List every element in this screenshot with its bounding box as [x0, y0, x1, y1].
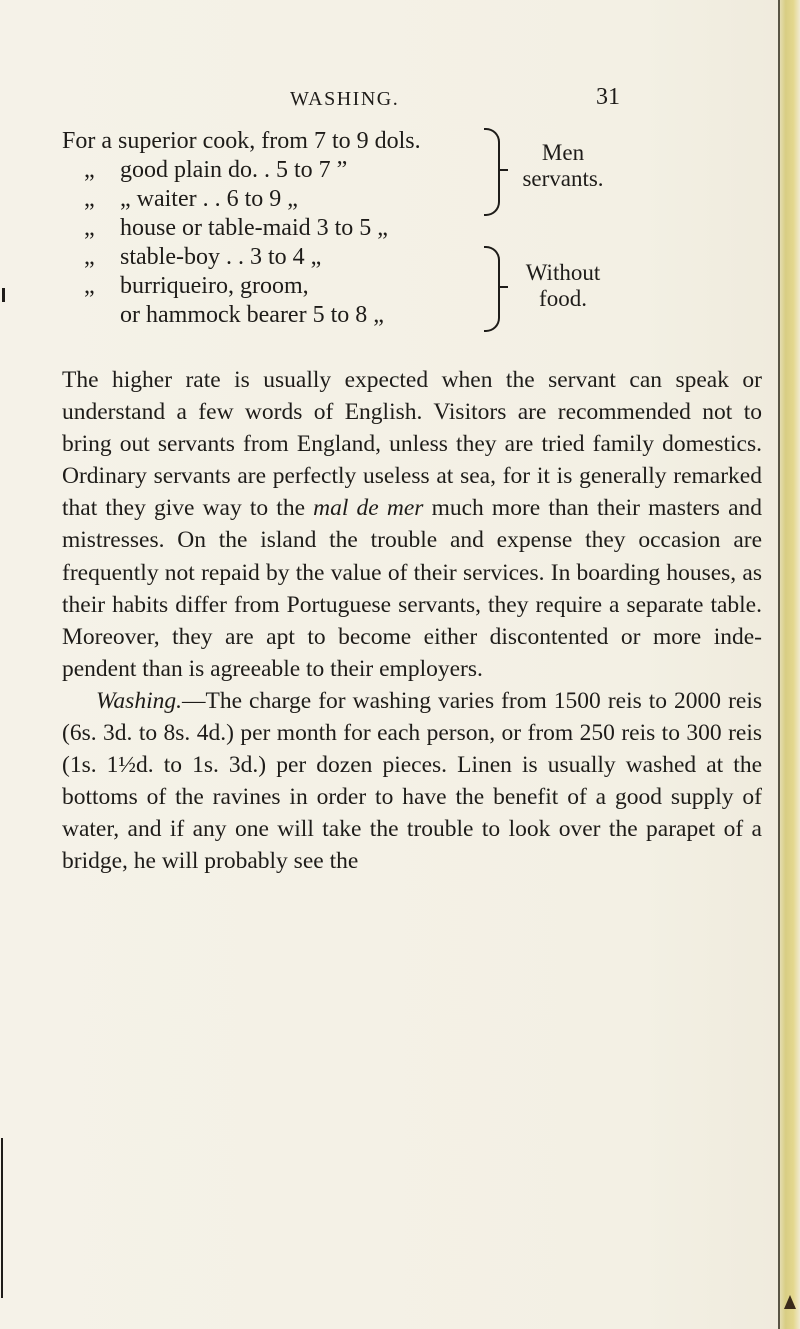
wage-row-text: or hammock bearer 5 to 8 „ [120, 302, 384, 328]
wage-row-text: burriqueiro, groom, [120, 273, 309, 299]
group-without-food-line1: Without [525, 260, 601, 285]
ditto-mark: „ [84, 244, 95, 270]
paragraph-servants [62, 364, 762, 685]
page-edge [778, 0, 800, 1329]
brace-men [484, 128, 500, 216]
paragraph-washing-text: —The charge for washing varies from 1500 reis to 2000 reis (6s. 3d. to 8s. 4d.) per month for each person, or from 250 reis to 300 reis (1s. 1½d. to 1s. 3d.) per dozen pieces. Linen is usually washed at the bottoms of the ravines in order to have the benefit of a good supply of water, and if any one will take the trouble to look over the parapet of a bridge, he will probably see the [62, 687, 762, 875]
ditto-mark: „ [84, 186, 95, 212]
group-label-men [508, 140, 618, 192]
margin-mark [2, 288, 5, 302]
paragraph-washing [62, 685, 762, 878]
italic-phrase: mal de mer [313, 495, 424, 522]
ditto-mark: „ [84, 215, 95, 241]
running-head: WASHING. [290, 88, 400, 110]
group-men-line2: servants. [522, 166, 604, 191]
paragraph-servants-text: The higher rate is usually expected when the servant can speak or understand a few words of English. Visitors are recommended not to bring out servants from England, unless they are tried family domestics. Ordinary servants are perfectly useless at sea, for it is generally remarked that they give way to the [62, 367, 762, 522]
page-number: 31 [596, 84, 620, 110]
wage-row-text: good plain do. . 5 to 7 ” [120, 157, 348, 183]
ditto-mark: „ [84, 273, 95, 299]
wage-table [62, 126, 782, 346]
group-men-line1: Men [541, 140, 585, 165]
paragraph-servants-text-rest: much more than their masters and mistresses. On the island the trouble and expense they occasion are frequently not repaid by the value of their services. In boarding houses, as their habits differ from Portuguese servants, they require a separate table. Moreover, they are apt to become either discontented or more inde-pendent than is agreeable to their employers. [62, 495, 762, 682]
wage-row-text: „ waiter . . 6 to 9 „ [120, 186, 298, 212]
group-label-without-food [508, 260, 618, 312]
brace-without-food-tip [498, 286, 508, 288]
body-text [62, 364, 762, 878]
margin-mark [1, 1138, 3, 1298]
wage-row-text: stable-boy . . 3 to 4 „ [120, 244, 322, 270]
page-edge-line [778, 0, 780, 1329]
group-without-food-line2: food. [539, 286, 587, 311]
ditto-mark: „ [84, 157, 95, 183]
wage-row-text: For a superior cook, from 7 to 9 dols. [62, 128, 421, 154]
corner-mark [784, 1295, 796, 1309]
wage-row-text: house or table-maid 3 to 5 „ [120, 215, 388, 241]
brace-men-tip [498, 169, 508, 171]
page-header [0, 84, 780, 118]
brace-without-food [484, 246, 500, 332]
section-heading-washing: Washing. [96, 687, 182, 714]
